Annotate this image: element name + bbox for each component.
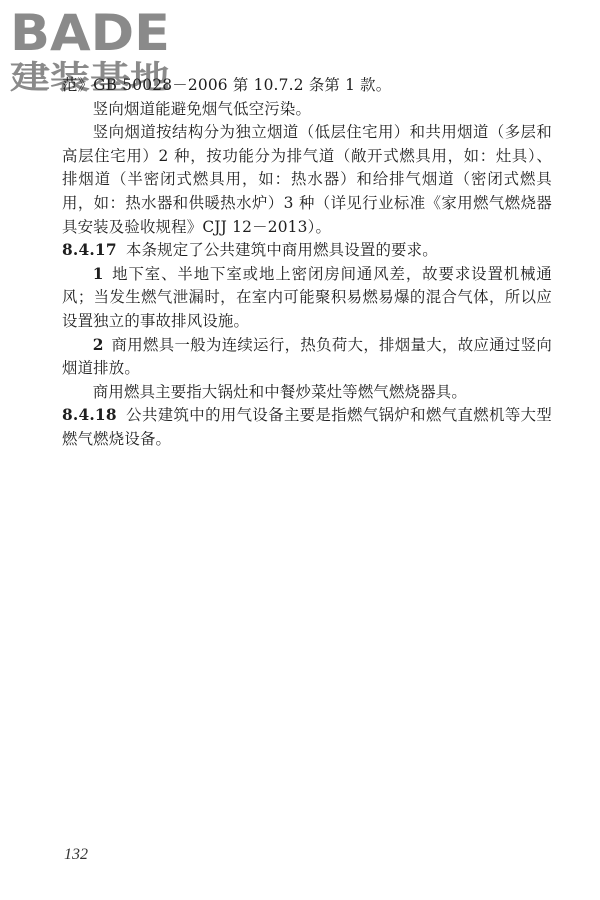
paragraph-continuation: 范》GB 50028－2006 第 10.7.2 条第 1 款。 xyxy=(62,76,392,94)
item-number: 1 xyxy=(92,264,104,283)
paragraph-vertical-flue-types: 竖向烟道按结构分为独立烟道（低层住宅用）和共用烟道（多层和高层住宅用）2 种，按功能分为排气道（敞开式燃具用，如：灶具）、排烟道（半密闭式燃具用，如：热水器）和给排气烟道（密闭式燃具用，如：热水器和供暖热水炉）3 种（详见行业标准《家用燃气燃烧器具安装及验收规程》CJJ 12－2013）。 xyxy=(62,123,552,236)
item-text: 地下室、半地下室或地上密闭房间通风差，故要求设置机械通风；当发生燃气泄漏时，在室内可能聚积易燃易爆的混合气体，所以应设置独立的事故排风设施。 xyxy=(62,264,552,330)
section-8-4-17-item-2 xyxy=(62,334,552,381)
document-body xyxy=(62,74,552,452)
page-number: 132 xyxy=(64,846,88,863)
section-8-4-17 xyxy=(62,239,552,263)
section-text: 公共建筑中的用气设备主要是指燃气锅炉和燃气直燃机等大型燃气燃烧设备。 xyxy=(62,406,552,448)
item-text: 商用燃具一般为连续运行，热负荷大，排烟量大，故应通过竖向烟道排放。 xyxy=(62,335,552,378)
paragraph-vertical-flue-benefit: 竖向烟道能避免烟气低空污染。 xyxy=(92,99,312,118)
section-text: 本条规定了公共建筑中商用燃具设置的要求。 xyxy=(126,241,438,260)
watermark-logo-cjk: 建装基地 xyxy=(10,58,170,94)
section-8-4-17-note: 商用燃具主要指大锅灶和中餐炒菜灶等燃气燃烧器具。 xyxy=(92,382,467,401)
item-number: 2 xyxy=(92,335,104,354)
section-8-4-17-item-1 xyxy=(62,263,552,334)
watermark-logo-latin: BADE xyxy=(10,4,170,62)
section-number: 8.4.17 xyxy=(62,241,117,260)
section-number: 8.4.18 xyxy=(62,406,117,425)
section-8-4-18 xyxy=(62,404,552,451)
